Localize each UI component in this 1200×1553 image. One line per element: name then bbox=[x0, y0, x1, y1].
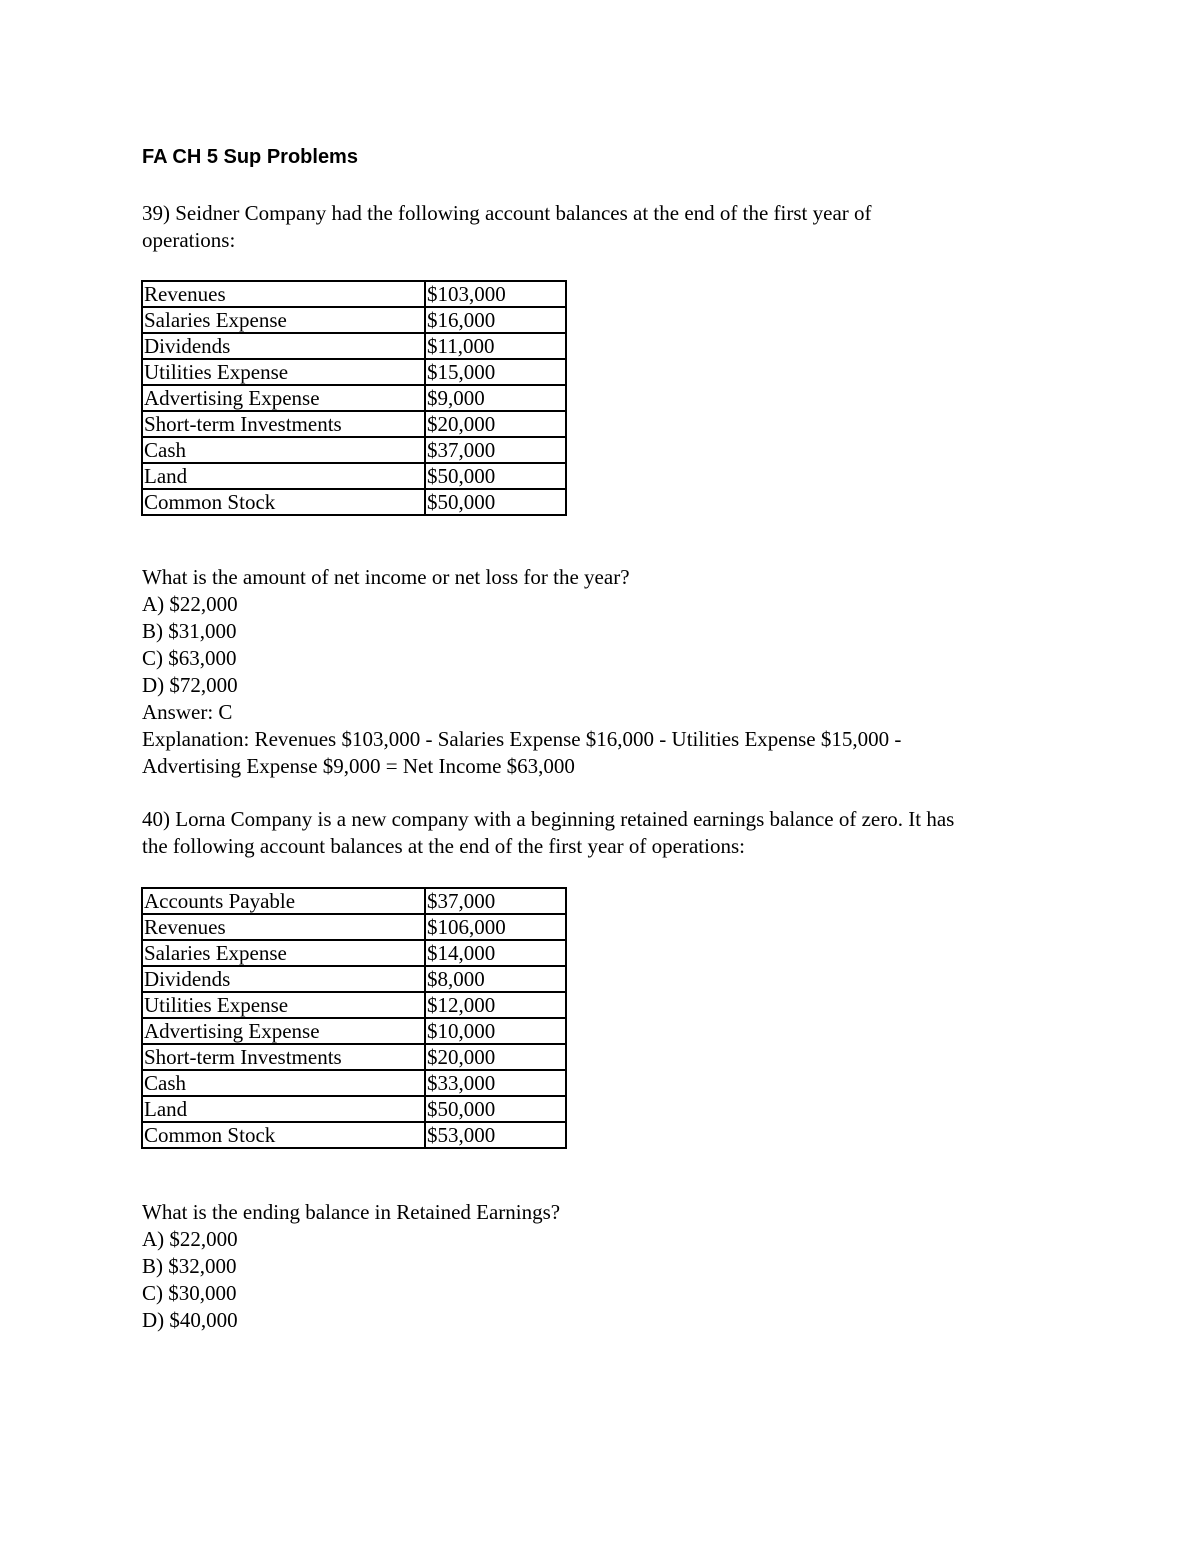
table-row bbox=[142, 437, 566, 463]
table-row bbox=[142, 1070, 566, 1096]
account-name: Cash bbox=[142, 437, 425, 463]
account-name: Dividends bbox=[142, 966, 425, 992]
q39-explanation-line: Explanation: Revenues $103,000 - Salaries Expense $16,000 - Utilities Expense $15,000 - bbox=[142, 727, 902, 751]
account-name: Common Stock bbox=[142, 489, 425, 515]
table-row bbox=[142, 1096, 566, 1122]
account-amount: $33,000 bbox=[425, 1070, 566, 1096]
account-name: Advertising Expense bbox=[142, 385, 425, 411]
account-name: Salaries Expense bbox=[142, 307, 425, 333]
account-name: Cash bbox=[142, 1070, 425, 1096]
table-row bbox=[142, 1044, 566, 1070]
q39-option-a: A) $22,000 bbox=[142, 592, 238, 616]
table-row bbox=[142, 992, 566, 1018]
account-name: Land bbox=[142, 1096, 425, 1122]
account-name: Short-term Investments bbox=[142, 1044, 425, 1070]
table-row bbox=[142, 385, 566, 411]
q40-account-table bbox=[141, 887, 567, 1149]
account-name: Revenues bbox=[142, 281, 425, 307]
q39-account-table bbox=[141, 280, 567, 516]
account-amount: $37,000 bbox=[425, 888, 566, 914]
account-amount: $53,000 bbox=[425, 1122, 566, 1148]
table-row bbox=[142, 940, 566, 966]
q40-intro-line: 40) Lorna Company is a new company with a beginning retained earnings balance of zero. It has bbox=[142, 807, 955, 831]
account-name: Advertising Expense bbox=[142, 1018, 425, 1044]
table-row bbox=[142, 914, 566, 940]
account-amount: $16,000 bbox=[425, 307, 566, 333]
q39-question: What is the amount of net income or net loss for the year? bbox=[142, 565, 630, 589]
q39-intro-line: operations: bbox=[142, 228, 236, 252]
account-name: Utilities Expense bbox=[142, 359, 425, 385]
table-row bbox=[142, 281, 566, 307]
q40-intro bbox=[142, 806, 1072, 860]
account-name: Common Stock bbox=[142, 1122, 425, 1148]
account-name: Revenues bbox=[142, 914, 425, 940]
account-amount: $11,000 bbox=[425, 333, 566, 359]
account-amount: $103,000 bbox=[425, 281, 566, 307]
table-row bbox=[142, 966, 566, 992]
table-row bbox=[142, 411, 566, 437]
table-row bbox=[142, 1018, 566, 1044]
q39-option-b: B) $31,000 bbox=[142, 619, 237, 643]
account-amount: $50,000 bbox=[425, 489, 566, 515]
table-row bbox=[142, 359, 566, 385]
account-name: Land bbox=[142, 463, 425, 489]
q39-intro bbox=[142, 200, 1072, 254]
q40-option-d: D) $40,000 bbox=[142, 1308, 238, 1332]
account-amount: $12,000 bbox=[425, 992, 566, 1018]
account-name: Dividends bbox=[142, 333, 425, 359]
q40-option-c: C) $30,000 bbox=[142, 1281, 237, 1305]
table-row bbox=[142, 463, 566, 489]
q40-option-a: A) $22,000 bbox=[142, 1227, 238, 1251]
q39-intro-line: 39) Seidner Company had the following account balances at the end of the first year of bbox=[142, 201, 872, 225]
account-amount: $50,000 bbox=[425, 1096, 566, 1122]
q39-option-d: D) $72,000 bbox=[142, 673, 238, 697]
document-title: FA CH 5 Sup Problems bbox=[142, 146, 358, 168]
q39-question-block bbox=[142, 564, 1072, 780]
q39-explanation-line: Advertising Expense $9,000 = Net Income $63,000 bbox=[142, 754, 575, 778]
account-amount: $20,000 bbox=[425, 1044, 566, 1070]
account-amount: $15,000 bbox=[425, 359, 566, 385]
account-amount: $37,000 bbox=[425, 437, 566, 463]
account-amount: $50,000 bbox=[425, 463, 566, 489]
table-row bbox=[142, 1122, 566, 1148]
q40-option-b: B) $32,000 bbox=[142, 1254, 237, 1278]
account-name: Utilities Expense bbox=[142, 992, 425, 1018]
account-amount: $8,000 bbox=[425, 966, 566, 992]
account-name: Short-term Investments bbox=[142, 411, 425, 437]
account-amount: $10,000 bbox=[425, 1018, 566, 1044]
account-amount: $14,000 bbox=[425, 940, 566, 966]
table-row bbox=[142, 888, 566, 914]
account-amount: $106,000 bbox=[425, 914, 566, 940]
account-amount: $9,000 bbox=[425, 385, 566, 411]
account-name: Accounts Payable bbox=[142, 888, 425, 914]
q39-option-c: C) $63,000 bbox=[142, 646, 237, 670]
account-name: Salaries Expense bbox=[142, 940, 425, 966]
q40-question: What is the ending balance in Retained Earnings? bbox=[142, 1200, 561, 1224]
q40-intro-line: the following account balances at the end of the first year of operations: bbox=[142, 834, 745, 858]
account-amount: $20,000 bbox=[425, 411, 566, 437]
table-row bbox=[142, 307, 566, 333]
q39-answer: Answer: C bbox=[142, 700, 233, 724]
table-row bbox=[142, 333, 566, 359]
table-row bbox=[142, 489, 566, 515]
q40-question-block bbox=[142, 1199, 1072, 1334]
